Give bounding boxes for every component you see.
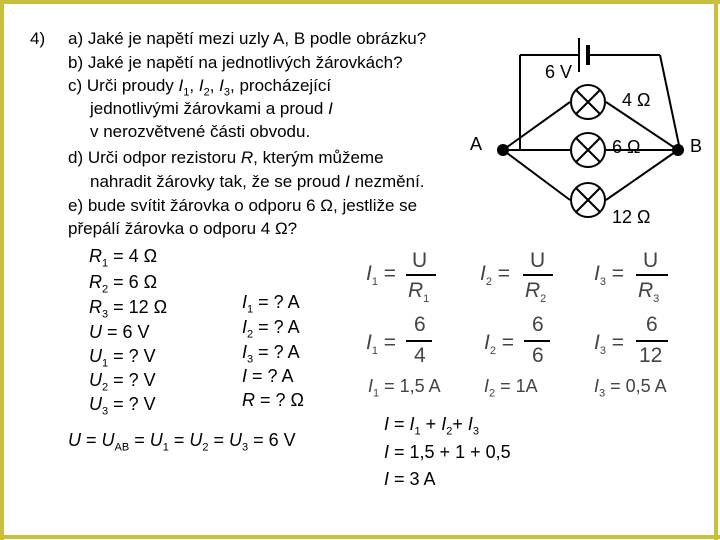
formula-i3-den: 12 (639, 344, 663, 367)
result-i2: $I_2 = 1A$ (484, 376, 538, 400)
task-c-line1: c) Urči proudy $I_1$, $I_2$, $I_3$, procházející (68, 76, 332, 99)
task-c-line2: jednotlivými žárovkami a proud I (90, 99, 333, 118)
formula-i1-general-den: $R_1$ (408, 279, 430, 306)
formula-i2-general-line (523, 274, 553, 276)
formula-i2-num: 6 (532, 313, 544, 336)
unknown-r: R = ? Ω (242, 390, 304, 410)
given-u2: $U_2$ = ? V (89, 370, 156, 394)
voltage-label: 6 V (545, 62, 573, 82)
bulb-4-ohm-icon (571, 85, 605, 119)
formula-i1-line (406, 340, 432, 342)
unknown-i: I = ? A (242, 366, 294, 386)
given-r2: $R_2 = 6$ Ω (89, 272, 158, 296)
node-a-dot (497, 144, 509, 156)
formula-i2-lhs: $I_2$ = (484, 331, 515, 358)
task-number: 4) (30, 29, 46, 48)
node-a-label: A (470, 134, 483, 154)
formula-i3-general-num: U (643, 249, 659, 272)
task-e-line1: e) bude svítit žárovka o odporu 6 Ω, jestliže se (68, 196, 418, 215)
result-i1-value: 1,5 A (399, 376, 441, 396)
unknown-i3: $I_3$ = ? A (242, 342, 300, 366)
task-a: a) Jaké je napětí mezi uzly A, B podle obrázku? (68, 29, 427, 48)
frame-bottom-border (0, 535, 720, 539)
formula-i1-num: 6 (414, 313, 426, 336)
formula-i3-general-line (636, 274, 668, 276)
formula-i1-lhs: $I_1$ = (366, 331, 397, 358)
sum-line2: I = 1,5 + 1 + 0,5 (384, 442, 511, 462)
formula-i3-line (636, 340, 668, 342)
task-e-line2: přepálí žárovka o odporu 4 Ω? (68, 219, 298, 238)
formula-i2-general-lhs: $I_2$ = (480, 262, 511, 289)
r3-label: 12 Ω (612, 207, 651, 227)
unknown-i1: $I_1$ = ? A (242, 292, 300, 316)
sum-line1: $I = I_1 + I_2+ I_3$ (384, 414, 479, 438)
frame-left-border (0, 0, 4, 540)
result-i3-value: 0,5 A (625, 376, 667, 396)
result-i2-value: 1A (515, 376, 538, 396)
formula-i3-num: 6 (646, 313, 658, 336)
task-b: b) Jaké je napětí na jednotlivých žárovkách? (68, 53, 403, 72)
result-i1: $I_1 = 1,5$ A (368, 376, 441, 400)
formula-i3-general-den: $R_3$ (638, 279, 660, 306)
formula-i2-line (524, 340, 550, 342)
formula-i1-general-line (406, 274, 436, 276)
node-b-dot (672, 144, 684, 156)
result-i3: $I_3 = 0,5$ A (594, 376, 667, 400)
formula-i3-general-lhs: $I_3$ = (594, 262, 625, 289)
formula-i1-den: 4 (414, 344, 426, 367)
voltage-equation: $U = U_{AB} = U_1 = U_2 = U_3 = 6$ V (68, 430, 296, 454)
unknown-i2: $I_2$ = ? A (242, 317, 300, 341)
given-r3: $R_3 = 12$ Ω (89, 297, 168, 321)
given-u: U = 6 V (89, 322, 150, 342)
frame-top-border (0, 0, 720, 4)
bulb-12-ohm-icon (571, 183, 605, 217)
bulb-6-ohm-icon (571, 133, 605, 167)
formula-i2-general-den: $R_2$ (525, 279, 547, 306)
task-d-line1: d) Urči odpor rezistoru R, kterým můžeme (68, 148, 384, 167)
formula-i2-general-num: U (530, 249, 546, 272)
given-u1: $U_1$ = ? V (89, 346, 156, 370)
formula-i1-general-lhs: $I_1$ = (366, 262, 397, 289)
circuit-diagram (480, 28, 710, 238)
sum-line3: I = 3 A (384, 469, 436, 489)
r1-label: 4 Ω (622, 90, 651, 110)
node-b-label: B (690, 136, 703, 156)
frame-right-border (714, 0, 718, 540)
task-d-line2: nahradit žárovky tak, že se proud I nezmění. (90, 172, 425, 191)
formula-i1-general-num: U (412, 249, 428, 272)
task-c-line3: v nerozvětvené části obvodu. (90, 122, 311, 141)
r2-label: 6 Ω (612, 137, 641, 157)
given-u3: $U_3$ = ? V (89, 394, 156, 418)
formula-i3-lhs: $I_3$ = (594, 331, 625, 358)
given-r1: $R_1 = 4$ Ω (89, 246, 158, 270)
formula-i2-den: 6 (532, 344, 544, 367)
